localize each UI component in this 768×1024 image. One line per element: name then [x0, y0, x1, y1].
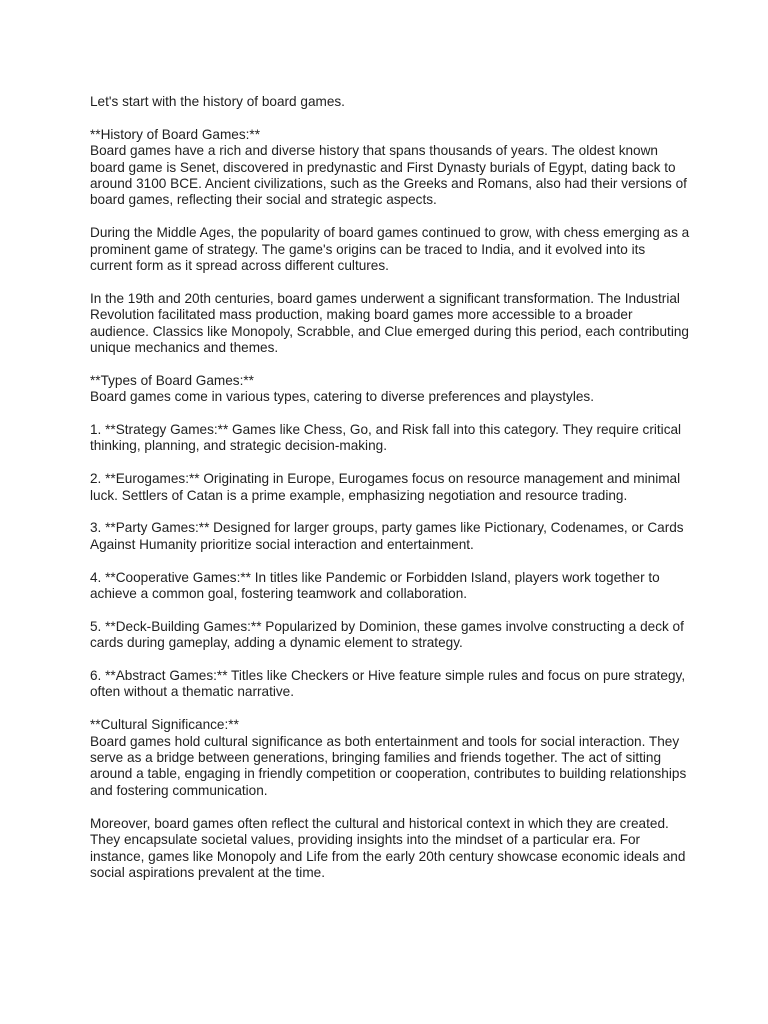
paragraph-cultural-heading: **Cultural Significance:** Board games hold cultural significance as both entertainment and tools for social interaction. They serve as a bridge between generations, bringing families and friends together. The act of sitting around a table, engaging in friendly competition or cooperation, contributes to building relationships and fostering communication. [90, 717, 687, 798]
document-body [90, 94, 690, 881]
paragraph-deck-building-games: 5. **Deck-Building Games:** Popularized by Dominion, these games involve constructing a deck of cards during gameplay, adding a dynamic element to strategy. [90, 618, 684, 651]
paragraph-party-games: 3. **Party Games:** Designed for larger groups, party games like Pictionary, Codenames, or Cards Against Humanity prioritize social interaction and entertainment. [90, 520, 684, 552]
paragraph-cooperative-games: 4. **Cooperative Games:** In titles like Pandemic or Forbidden Island, players work together to achieve a common goal, fostering teamwork and collaboration. [90, 569, 660, 602]
paragraph-types-heading: **Types of Board Games:** Board games come in various types, catering to diverse preferences and playstyles. [90, 372, 594, 405]
paragraph-history-heading: **History of Board Games:** Board games have a rich and diverse history that spans thousands of years. The oldest known board game is Senet, discovered in predynastic and First Dynasty burials of Egypt, dating back to around 3100 BCE. Ancient civilizations, such as the Greeks and Romans, also had their versions of board games, reflecting their social and strategic aspects. [90, 126, 687, 208]
paragraph-eurogames: 2. **Eurogames:** Originating in Europe, Eurogames focus on resource management and minimal luck. Settlers of Catan is a prime example, emphasizing negotiation and resource trading. [90, 471, 681, 503]
paragraph-strategy-games: 1. **Strategy Games:** Games like Chess, Go, and Risk fall into this category. They require critical thinking, planning, and strategic decision-making. [90, 422, 682, 454]
paragraph-intro: Let's start with the history of board games. [90, 94, 345, 109]
paragraph-industrial: In the 19th and 20th centuries, board games underwent a significant transformation. The Industrial Revolution facilitated mass production, making board games more accessible to a broader audience. Classics like Monopoly, Scrabble, and Clue emerged during this period, each contributing unique mechanics and themes. [90, 290, 689, 356]
paragraph-cultural-context: Moreover, board games often reflect the cultural and historical context in which they are created. They encapsulate societal values, providing insights into the mindset of a particular era. For instance, games like Monopoly and Life from the early 20th century showcase economic ideals and social aspirations prevalent at the time. [90, 815, 686, 880]
paragraph-middle-ages: During the Middle Ages, the popularity of board games continued to grow, with chess emerging as a prominent game of strategy. The game's origins can be traced to India, and it evolved into its current form as it spread across different cultures. [90, 225, 690, 274]
paragraph-abstract-games: 6. **Abstract Games:** Titles like Checkers or Hive feature simple rules and focus on pure strategy, often without a thematic narrative. [90, 668, 686, 700]
